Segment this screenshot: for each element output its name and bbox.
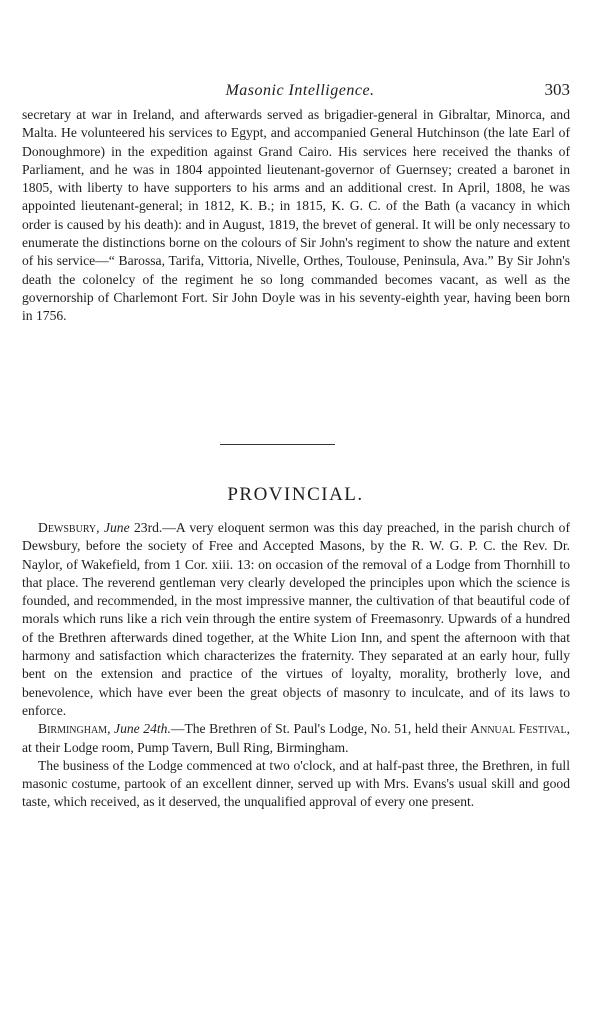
birmingham-place: Birmingham, xyxy=(38,721,111,737)
dewsbury-date: June xyxy=(103,520,130,535)
birmingham-paragraph xyxy=(22,720,570,757)
running-head xyxy=(30,82,570,104)
dewsbury-text: 23rd.—A very eloquent sermon was this day preached, in the parish church of Dewsbury, before the society of Free and Accepted Masons, by the R. W. G. P. C. the Rev. Dr. Naylor, of Wakefield, from 1 Cor. xiii. 13: on occasion of the removal of a Lodge from Thornhill to that place. The reverend gentleman very clearly developed the principles upon which the science is founded, and recommended, in the most impressive manner, the cultivation of that beautiful code of morals which runs like a rich vein through the entire system of Freemasonry. Upwards of a hundred of the Brethren afterwards dined together, at the White Lion Inn, and spent the afternoon with that harmony and satisfaction which characterizes the fraternity. They separated at an early hour, fully bent on the extension and practice of the virtues of loyalty, morality, brotherly love, and benevolence, which have ever been the great objects of masonry to inculcate, and of its laws to enforce. xyxy=(22,520,570,718)
annual-festival: Annual Festival, xyxy=(470,721,570,737)
section-divider xyxy=(220,444,335,445)
page-number: 303 xyxy=(544,80,570,99)
continuation-paragraph: secretary at war in Ireland, and afterwards served as brigadier-general in Gibraltar, Minorca, and Malta. He volunteered his services to Egypt, and accompanied General Hutchinson (the late Earl of Donoughmore) in the expedition against Grand Cairo. His services here received the thanks of Parliament, and he was in 1804 appointed lieutenant-governor of Guernsey; created a baronet in 1805, with liberty to have supporters to his arms and an additional crest. In April, 1808, he was appointed lieutenant-general; in 1812, K. B.; in 1815, K. G. C. of the Bath (a vacancy in which order is caused by his death): and in August, 1819, the brevet of general. It will be only necessary to enumerate the distinctions borne on the colours of Sir John's regiment to show the nature and extent of his service—“ Barossa, Tarifa, Vittoria, Nivelle, Orthes, Toulouse, Peninsula, Ava.” By Sir John's death the colonelcy of the regiment he so long commanded becomes vacant, as well as the governorship of Charlemont Fort. Sir John Doyle was in his seventy-eighth year, having been born in 1756. xyxy=(22,107,570,324)
birmingham-text-a: —The Brethren of St. Paul's Lodge, No. 51, held their xyxy=(170,721,471,737)
business-paragraph: The business of the Lodge commenced at two o'clock, and at half-past three, the Brethren, in full masonic costume, partook of an excellent dinner, served up with Mrs. Evans's usual skill and good taste, which received, as it deserved, the unqualified approval of every one present. xyxy=(22,757,570,810)
birmingham-date: June 24th. xyxy=(114,721,171,737)
birmingham-text-b: at their Lodge room, Pump Tavern, Bull Ring, Birmingham. xyxy=(22,739,349,755)
provincial-section xyxy=(22,519,570,812)
running-title: Masonic Intelligence. xyxy=(225,82,375,99)
dewsbury-place: Dewsbury, xyxy=(38,520,100,535)
obituary-continuation xyxy=(22,106,570,326)
dewsbury-paragraph xyxy=(22,519,570,720)
section-heading: PROVINCIAL. xyxy=(227,484,364,505)
